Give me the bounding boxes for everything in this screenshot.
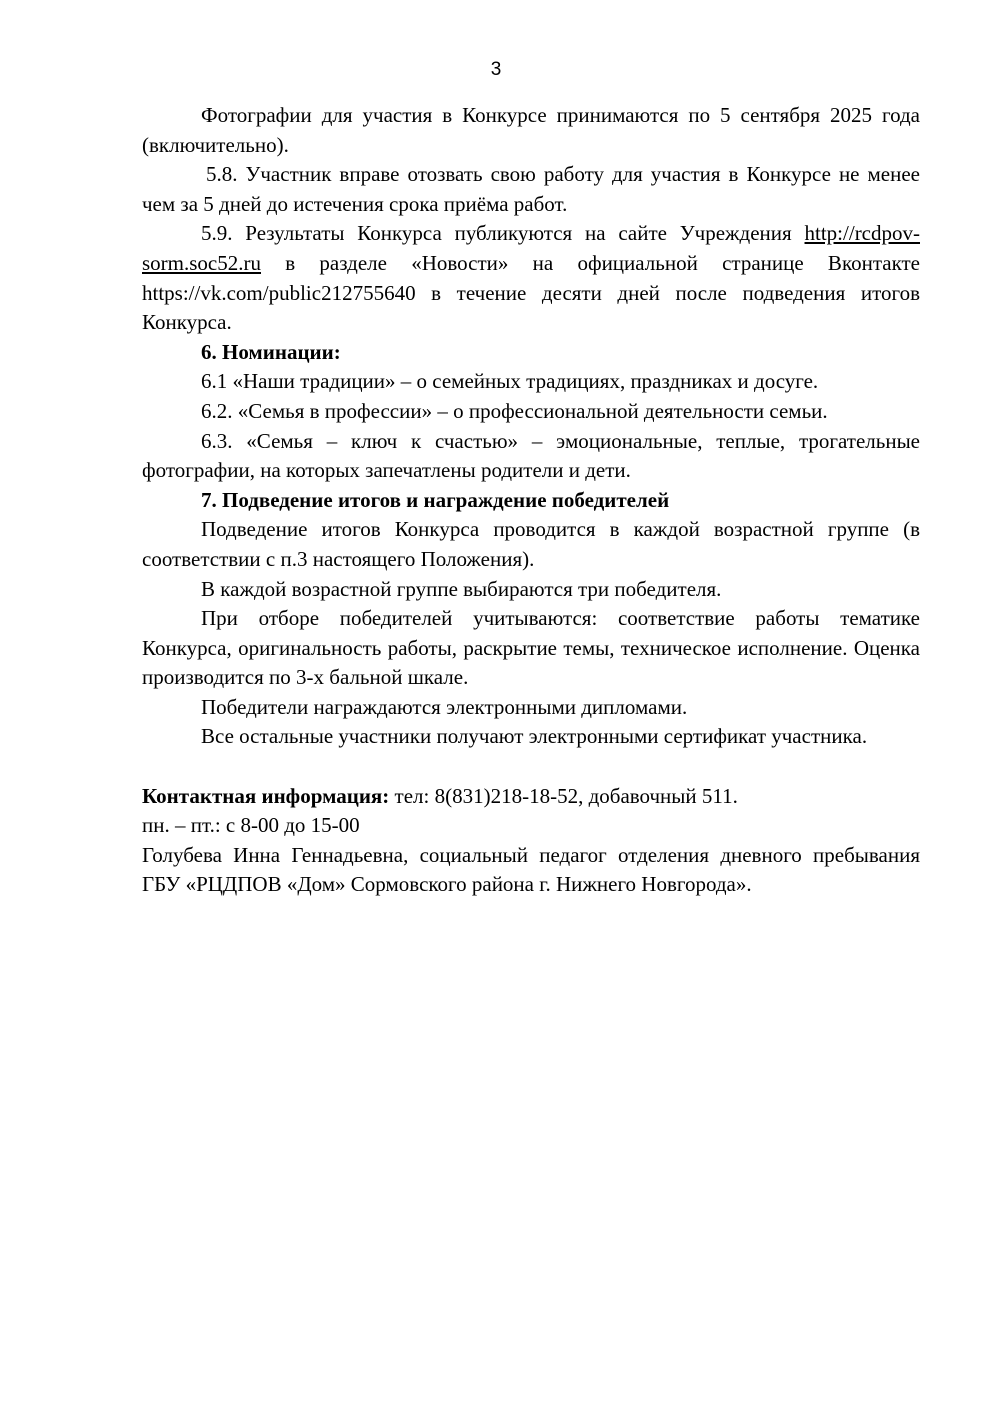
contact-phone-line xyxy=(142,782,920,812)
blank-line xyxy=(142,752,920,782)
institution-website-link[interactable]: http://rcdpov-sorm.soc52.ru xyxy=(142,221,920,275)
paragraph-certificates: Все остальные участники получают электронными сертификат участника. xyxy=(201,724,868,749)
contact-phone: тел: 8(831)218-18-52, добавочный 511. xyxy=(389,783,738,808)
document-body xyxy=(142,101,920,900)
page-number: 3 xyxy=(490,59,502,80)
paragraph-diplomas: Победители награждаются электронными дипломами. xyxy=(201,694,688,719)
nomination-6-1: 6.1 «Наши традиции» – о семейных традициях, праздниках и досуге. xyxy=(201,369,819,394)
nomination-6-3: 6.3. «Семья – ключ к счастью» – эмоциональные, теплые, трогательные фотографии, на которых запечатлены родители и дети. xyxy=(142,428,920,483)
contact-hours: пн. – пт.: с 8-00 до 15-00 xyxy=(142,813,360,838)
nomination-6-2: 6.2. «Семья в профессии» – о профессиональной деятельности семьи. xyxy=(201,398,828,423)
contact-label: Контактная информация: xyxy=(142,783,390,808)
section-heading-results: 7. Подведение итогов и награждение победителей xyxy=(201,487,670,512)
paragraph-criteria: При отборе победителей учитываются: соответствие работы тематике Конкурса, оригинальность работы, раскрытие темы, техническое исполнение. Оценка производится по 3-х бальной шкале. xyxy=(142,606,920,690)
paragraph-5-9-text-end: в разделе «Новости» на официальной странице Вконтакте https://vk.com/public212755640 в течение десяти дней после подведения итогов Конкурса. xyxy=(142,250,920,335)
paragraph-5-9-text: 5.9. Результаты Конкурса публикуются на сайте Учреждения xyxy=(201,221,805,246)
paragraph-three-winners: В каждой возрастной группе выбираются три победителя. xyxy=(201,576,722,601)
paragraph-results-groups: Подведение итогов Конкурса проводится в каждой возрастной группе (в соответствии с п.3 настоящего Положения). xyxy=(142,517,920,571)
contact-person: Голубева Инна Геннадьевна, социальный педагог отделения дневного пребывания ГБУ «РЦДПОВ «Дом» Сормовского района г. Нижнего Новгорода». xyxy=(142,842,920,897)
paragraph-photo-deadline: Фотографии для участия в Конкурсе принимаются по 5 сентября 2025 года (включительно). xyxy=(142,103,920,157)
paragraph-5-8: 5.8. Участник вправе отозвать свою работу для участия в Конкурсе не менее чем за 5 дней до истечения срока приёма работ. xyxy=(142,162,920,216)
section-heading-nominations: 6. Номинации: xyxy=(201,339,341,364)
paragraph-5-9 xyxy=(142,219,920,337)
